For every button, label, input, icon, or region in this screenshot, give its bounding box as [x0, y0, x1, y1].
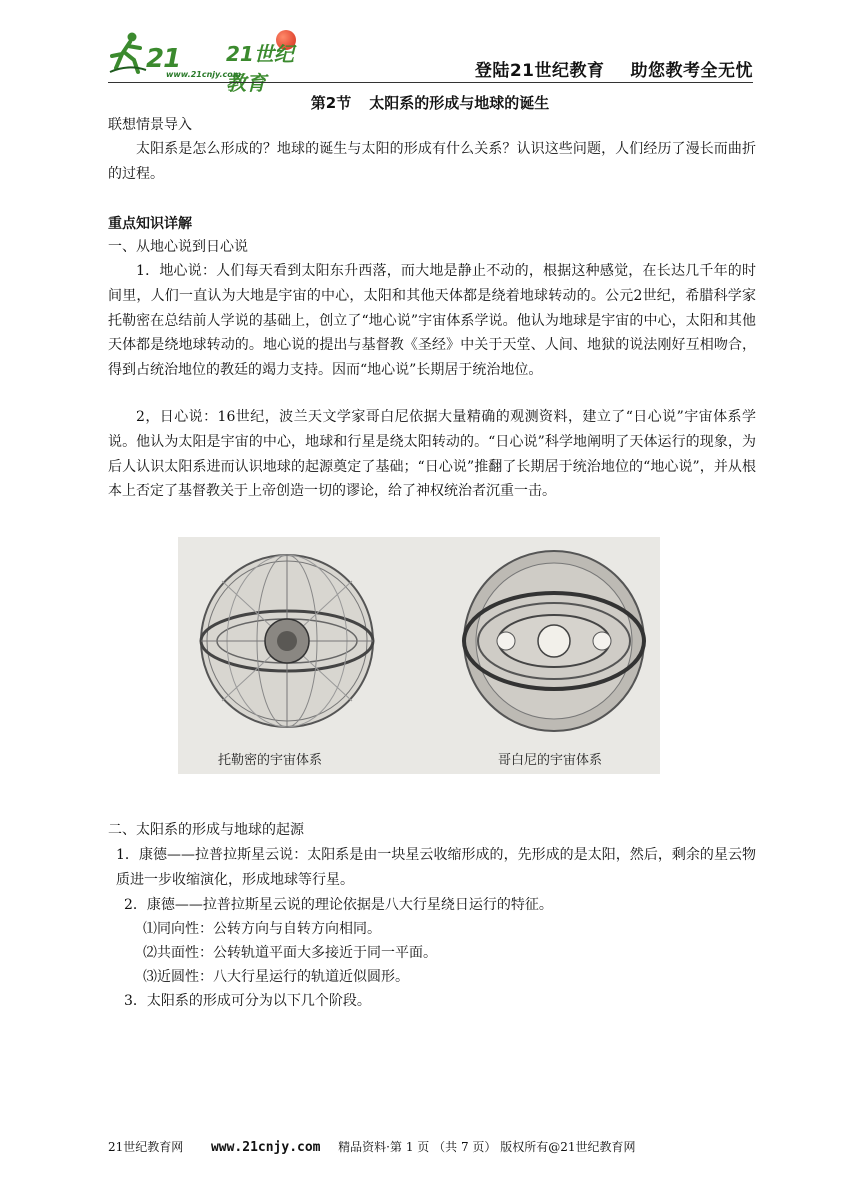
ptolemy-system-illustration — [192, 541, 382, 746]
logo-number: 21 — [146, 44, 181, 74]
nebular-hypothesis-item: 1．康德——拉普拉斯星云说：太阳系是由一块星云收缩形成的，先形成的是太阳，然后，剩余的星云物质进一步收缩演化，形成地球等行星。 — [116, 847, 756, 888]
site-logo[interactable] — [108, 26, 308, 95]
intro-heading: 联想情景导入 — [108, 117, 192, 133]
same-direction-item: ⑴同向性：公转方向与自转方向相同。 — [143, 921, 381, 937]
cosmology-figure — [178, 537, 660, 774]
slogan-tagline: 助您教考全无忧 — [630, 61, 753, 81]
copernicus-caption: 哥白尼的宇宙体系 — [498, 753, 603, 768]
footer-copyright: 版权所有@21世纪教育网 — [500, 1140, 636, 1154]
logo-url: www.21cnjy.com — [166, 70, 242, 79]
theory-basis-item: 2．康德——拉普拉斯星云说的理论依据是八大行星绕日运行的特征。 — [124, 897, 553, 913]
footer-total-pages: （共 7 页） — [433, 1140, 497, 1154]
key-points-heading: 重点知识详解 — [108, 216, 192, 232]
formation-stages-item: 3．太阳系的形成可分为以下几个阶段。 — [124, 993, 371, 1009]
slogan-login[interactable]: 登陆21世纪教育 — [474, 61, 605, 81]
section-title: 太阳系的形成与地球的诞生 — [369, 94, 550, 112]
page-header — [108, 26, 753, 95]
intro-paragraph: 太阳系是怎么形成的？地球的诞生与太阳的形成有什么关系？认识这些问题，人们经历了漫长而曲折的过程。 — [108, 141, 756, 182]
header-slogan — [475, 56, 753, 81]
footer-site: 21世纪教育网 — [108, 1140, 184, 1154]
section1-heading: 一、从地心说到日心说 — [108, 239, 248, 255]
copernicus-system-illustration — [454, 541, 654, 746]
page-title — [0, 92, 860, 113]
header-divider — [108, 82, 753, 83]
runner-logo-icon — [108, 30, 148, 76]
near-circular-item: ⑶近圆性：八大行星运行的轨道近似圆形。 — [143, 969, 409, 985]
coplanar-item: ⑵共面性：公转轨道平面大多接近于同一平面。 — [143, 945, 437, 961]
section2-heading: 二、太阳系的形成与地球的起源 — [108, 822, 304, 838]
footer-page-unit: 页 — [417, 1140, 430, 1154]
logo-name: 21世纪教育 — [226, 42, 294, 95]
footer-url[interactable]: www.21cnjy.com — [210, 1140, 321, 1155]
heliocentric-paragraph: 2，日心说：16世纪，波兰天文学家哥白尼依据大量精确的观测资料，建立了“日心说”宇宙体系学说。他认为太阳是宇宙的中心，地球和行星是绕太阳转动的。“日心说”科学地阐明了天体运行的现象，为后人认识太阳系进而认识地球的起源奠定了基础；“日心说”推翻了长期居于统治地位的“地心说”，并从根本上否定了基督教关于上帝创造一切的谬论，给了神权统治者沉重一击。 — [108, 409, 756, 500]
geocentric-paragraph: 1．地心说：人们每天看到太阳东升西落，而大地是静止不动的，根据这种感觉，在长达几千年的时间里，人们一直认为大地是宇宙的中心，太阳和其他天体都是绕着地球转动的。公元2世纪，希腊科学家托勒密在总结前人学说的基础上，创立了“地心说”宇宙体系学说。他认为地球是宇宙的中心，太阳和其他天体都是绕地球转动的。地心说的提出与基督教《圣经》中关于天堂、人间、地狱的说法刚好互相吻合，得到占统治地位的教廷的竭力支持。因而“地心说”长期居于统治地位。 — [108, 263, 756, 379]
page-footer — [108, 1138, 753, 1155]
section-number: 第2节 — [310, 94, 352, 112]
ptolemy-caption: 托勒密的宇宙体系 — [218, 753, 323, 768]
footer-page-number: 1 — [405, 1140, 414, 1154]
footer-label: 精品资料·第 — [338, 1140, 402, 1154]
